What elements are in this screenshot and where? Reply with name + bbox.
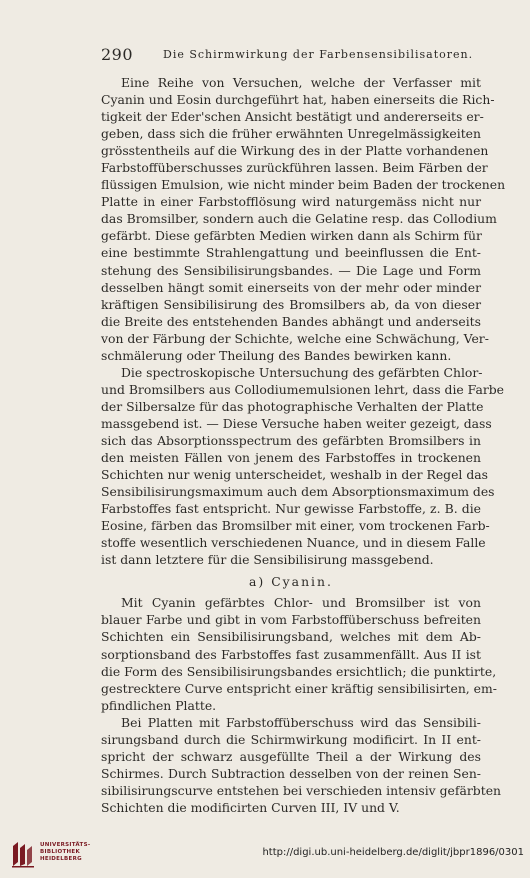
paragraph-2 bbox=[101, 364, 505, 569]
text-line: Farbstoffes fast entspricht. Nur gewisse Farbstoffe, z. B. die bbox=[101, 501, 481, 517]
text-line: Farbstoffüberschusses zurückführen lassen. Beim Färben der bbox=[101, 160, 488, 176]
text-line: geben, dass sich die früher erwähnten Unregelmässigkeiten bbox=[101, 126, 481, 142]
text-line: Schirmes. Durch Subtraction desselben von der reinen Sen- bbox=[101, 765, 481, 781]
text-line: das Bromsilber, sondern auch die Gelatine resp. das Collodium bbox=[101, 211, 497, 227]
text-line: Die spectroskopische Untersuchung des gefärbten Chlor- bbox=[121, 364, 483, 380]
text-line: massgebend ist. — Diese Versuche haben weiter gezeigt, dass bbox=[101, 415, 492, 431]
text-line: kräftigen Sensibilisirung des Bromsilbers ab, da von dieser bbox=[101, 296, 481, 312]
text-line: gestrecktere Curve entspricht einer kräftig sensibilisirten, em- bbox=[101, 680, 497, 696]
library-logo bbox=[10, 838, 130, 870]
text-line: Eine Reihe von Versuchen, welche der Verfasser mit bbox=[121, 75, 481, 90]
text-line: und Bromsilbers aus Collodiumemulsionen lehrt, dass die Farbe bbox=[101, 381, 505, 397]
text-line: flüssigen Emulsion, wie nicht minder beim Baden der trockenen bbox=[101, 177, 506, 193]
text-line: Bei Platten mit Farbstoffüberschuss wird das Sensibili- bbox=[121, 714, 481, 730]
text-line: Schichten nur wenig unterscheidet, weshalb in der Regel das bbox=[101, 467, 488, 483]
text-line: Sensibilisirungsmaximum auch dem Absorptionsmaximum des bbox=[101, 484, 495, 500]
text-line: die Breite des entstehenden Bandes abhängt und anderseits bbox=[101, 313, 481, 329]
section-heading: a) Cyanin. bbox=[249, 574, 333, 590]
text-line: ist dann letztere für die Sensibilisirung massgebend. bbox=[101, 552, 434, 568]
text-line: den meisten Fällen von jenem des Farbstoffes in trockenen bbox=[101, 450, 481, 466]
source-url-link[interactable]: http://digi.ub.uni-heidelberg.de/diglit/jbpr1896/0301 bbox=[262, 847, 524, 858]
text-line: stoffe wesentlich verschiedenen Nuance, und in diesem Falle bbox=[101, 535, 486, 551]
text-line: von der Färbung der Schichte, welche eine Schwächung, Ver- bbox=[101, 330, 489, 346]
text-line: der Silbersalze für das photographische Verhalten der Platte bbox=[101, 398, 484, 414]
text-line: sich das Absorptionsspectrum des gefärbten Bromsilbers in bbox=[101, 432, 481, 448]
text-line: spricht der schwarz ausgefüllte Theil a der Wirkung des bbox=[101, 748, 481, 764]
paragraph-4 bbox=[101, 714, 502, 816]
text-line: Schichten die modificirten Curven III, IV und V. bbox=[101, 799, 400, 815]
text-line: Mit Cyanin gefärbtes Chlor- und Bromsilber ist von bbox=[121, 595, 481, 611]
logo-line: BIBLIOTHEK bbox=[40, 849, 81, 855]
text-line: gefärbt. Diese gefärbten Medien wirken dann als Schirm für bbox=[101, 228, 482, 244]
text-line: stehung des Sensibilisirungsbandes. — Die Lage und Form bbox=[101, 262, 481, 278]
text-line: sirungsband durch die Schirmwirkung modificirt. In II ent- bbox=[101, 731, 481, 747]
paragraph-1 bbox=[101, 74, 506, 364]
text-line: sorptionsband des Farbstoffes fast zusammenfällt. Aus II ist bbox=[101, 646, 481, 662]
text-line: grösstentheils auf die Wirkung des in der Platte vorhandenen bbox=[101, 143, 489, 159]
text-line: die Form des Sensibilisirungsbandes ersichtlich; die punktirte, bbox=[101, 663, 497, 679]
text-line: pfindlichen Platte. bbox=[101, 697, 217, 713]
page-header bbox=[101, 45, 481, 65]
text-line: desselben hängt somit einerseits von der mehr oder minder bbox=[101, 279, 481, 295]
running-head: Die Schirmwirkung der Farbensensibilisatoren. bbox=[163, 48, 474, 61]
paragraph-3 bbox=[101, 594, 497, 713]
text-line: Schichten ein Sensibilisirungsband, welches mit dem Ab- bbox=[101, 629, 481, 645]
logo-line: UNIVERSITÄTS- bbox=[40, 842, 91, 848]
page-number: 290 bbox=[101, 45, 134, 64]
text-line: eine bestimmte Strahlengattung und beeinflussen die Ent- bbox=[101, 245, 481, 261]
text-line: sibilisirungscurve entstehen bei verschieden intensiv gefärbten bbox=[101, 782, 502, 798]
text-line: Cyanin und Eosin durchgeführt hat, haben einerseits die Rich- bbox=[101, 92, 495, 108]
text-line: Platte in einer Farbstofflösung wird naturgemäss nicht nur bbox=[101, 194, 481, 210]
library-crest-icon bbox=[10, 840, 36, 868]
text-line: blauer Farbe und gibt in vom Farbstoffüberschuss befreiten bbox=[101, 612, 481, 628]
body-text bbox=[101, 74, 506, 816]
text-line: schmälerung oder Theilung des Bandes bewirken kann. bbox=[101, 347, 452, 363]
library-name bbox=[40, 842, 90, 863]
text-line: tigkeit der Eder'schen Ansicht bestätigt und andererseits er- bbox=[101, 109, 484, 125]
text-line: Eosine, färben das Bromsilber mit einer, vom trockenen Farb- bbox=[101, 518, 490, 534]
logo-line: HEIDELBERG bbox=[40, 856, 82, 862]
